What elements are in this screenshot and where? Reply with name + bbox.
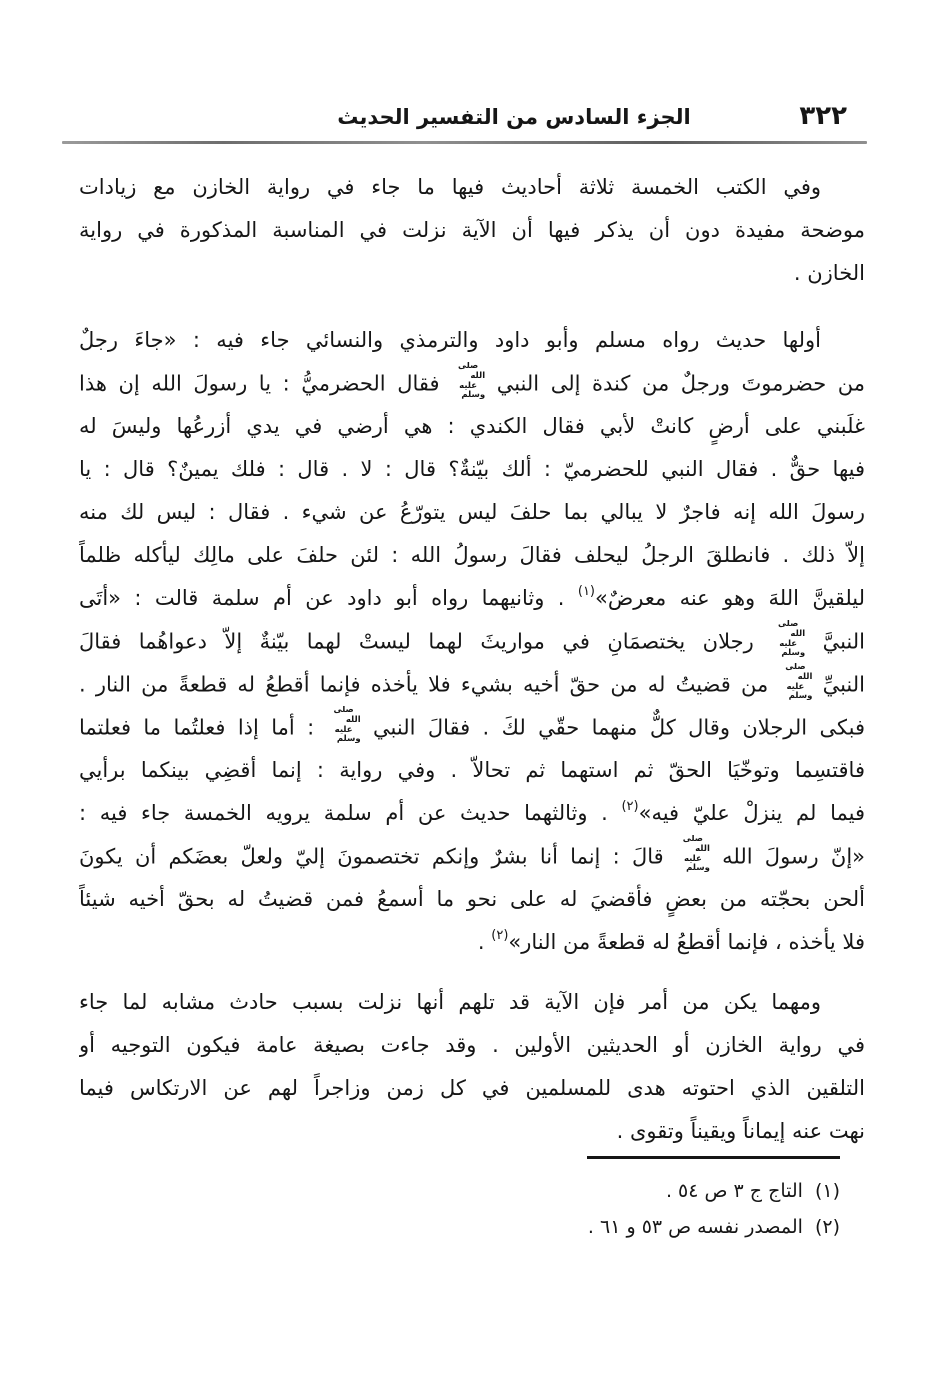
text-line: نهت عنه إيماناً ويقيناً وتقوى .: [616, 1119, 865, 1143]
footnote-item: [370, 1209, 840, 1245]
footnote-text: التاج ج ٣ ص ٥٤ .: [665, 1180, 803, 1202]
text-line: [79, 792, 865, 835]
line-segment: . وثالثهما حديث عن أم سلمة يرويه الخمسة جاء فيه :: [79, 801, 622, 825]
header-rule: [62, 141, 867, 144]
text-line: أولها حديث رواه مسلم وأبو داود والترمذي والنسائي جاء فيه : «جاءَ رجلٌ: [79, 328, 821, 352]
paragraph-hadiths: [79, 319, 865, 964]
paragraph-intro: [79, 166, 865, 295]
text-line: في رواية الخازن أو الحديثين الأولين . وقد جاءت بصيغة عامة فيكون التوجيه أو: [79, 1033, 865, 1057]
text-line: التلقين الذي احتوته هدى للمسلمين في كل زمن وزاجراً لهم عن الارتكاس فيما: [79, 1076, 865, 1100]
pbuh-seal: صلى الله عليه وسلم: [457, 362, 486, 401]
pbuh-seal: صلى الله عليه وسلم: [778, 620, 806, 659]
text-line: الخازن .: [793, 261, 865, 285]
line-segment: فيما لم ينزلْ عليّ فيه»: [638, 801, 865, 825]
text-line: موضحة مفيدة دون أن يذكر فيها أن الآية نزلت في المناسبة المذكورة في رواية: [79, 218, 865, 242]
footnotes-section: [370, 1156, 840, 1245]
paragraph-comment: [79, 981, 865, 1153]
text-body: [79, 166, 865, 1153]
footnote-ref: (٢): [491, 928, 509, 943]
text-line: النبيَّ صلى الله عليه وسلم رجلان يختصمَانِ في مواريثَ لهما ليستْ لهما بيّنةٌ إلاّ دعواهُما فقالَ: [79, 620, 865, 659]
line-segment: . وثانيهما رواه أبو داود عن أم سلمة قالت : «أتَى: [79, 586, 578, 610]
line-segment: .: [477, 930, 492, 954]
pbuh-seal: صلى الله عليه وسلم: [333, 706, 361, 745]
text-line: ألحن بحجّته من بعضٍ فأقضيَ له على نحو ما أسمعُ فمن قضيتُ له بحقّ أخيه شيئاً: [79, 887, 865, 911]
text-line: من حضرموتَ ورجلٌ من كندة إلى النبي صلى الله عليه وسلم فقال الحضرميُّ : يا رسولَ الله إن هذا: [79, 362, 865, 401]
text-line: غلَبني على أرضٍ كانتْ لأبي فقال الكندي : هي أرضي في يدي أزرعُها وليسَ له: [79, 414, 865, 438]
text-line: فيها حقٌّ . فقال النبي للحضرميّ : ألك بيّنةٌ؟ قال : لا . قال : فلك يمينٌ؟ قال : يا: [79, 457, 865, 481]
footnote-item: [370, 1173, 840, 1209]
text-line: رسولَ الله إنه فاجرٌ لا يبالي بما حلفَ ليس يتورّعُ عن شيء . فقال : ليس لك منه: [79, 500, 865, 524]
text-line: «إنّ رسولَ الله صلى الله عليه وسلم قالَ : إنما أنا بشرٌ وإنكم تختصمونَ إليّ ولعلّ بعضَكم أن يكونَ: [79, 835, 865, 874]
footnote-text: المصدر نفسه ص ٥٣ و ٦١ .: [587, 1216, 803, 1238]
pbuh-seal: صلى الله عليه وسلم: [785, 663, 813, 702]
footnote-ref: (١): [577, 584, 595, 599]
text-line: وفي الكتب الخمسة ثلاثة أحاديث فيها ما جاء في رواية الخازن مع زيادات: [79, 175, 821, 199]
text-line: فاقتسِما وتوخّيَا الحقّ ثم استهما ثم تحالاّ . وفي رواية : إنما أقضِي بينكما برأيي: [79, 758, 865, 782]
line-segment: فلا يأخذه ، فإنما أقطعُ له قطعةً من النار»: [508, 930, 865, 954]
text-line: إلاّ ذلك . فانطلقَ الرجلُ ليحلف فقالَ رسولُ الله : لئن حلفَ على مالِك ليأكله ظلماً: [79, 543, 865, 567]
text-line: [79, 921, 865, 964]
footnote-number: (٢): [814, 1216, 840, 1238]
text-line: ومهما يكن من أمر فإن الآية قد تلهم أنها نزلت بسبب حادث مشابه لما جاء: [79, 990, 821, 1014]
page-number: ٣٢٢: [799, 101, 847, 131]
footnote-ref: (٢): [621, 799, 639, 814]
footnote-divider: [587, 1156, 840, 1159]
footnote-number: (١): [814, 1180, 840, 1202]
line-segment: ليلقينَّ اللهَ وهو عنه معرضٌ»: [595, 586, 865, 610]
text-line: فبكى الرجلان وقال كلٌّ منهما حقّي لكَ . فقالَ النبي صلى الله عليه وسلم : أما إذا فعلتُما ما فعلتما: [79, 706, 865, 745]
text-line: [79, 577, 865, 620]
chapter-title: الجزء السادس من التفسير الحديث: [337, 105, 691, 129]
text-line: النبيِّ صلى الله عليه وسلم من قضيتُ له من حقّ أخيه بشيء فلا يأخذه فإنما أقطعُ له قطعةً من النار .: [79, 663, 865, 702]
pbuh-seal: صلى الله عليه وسلم: [682, 835, 710, 874]
